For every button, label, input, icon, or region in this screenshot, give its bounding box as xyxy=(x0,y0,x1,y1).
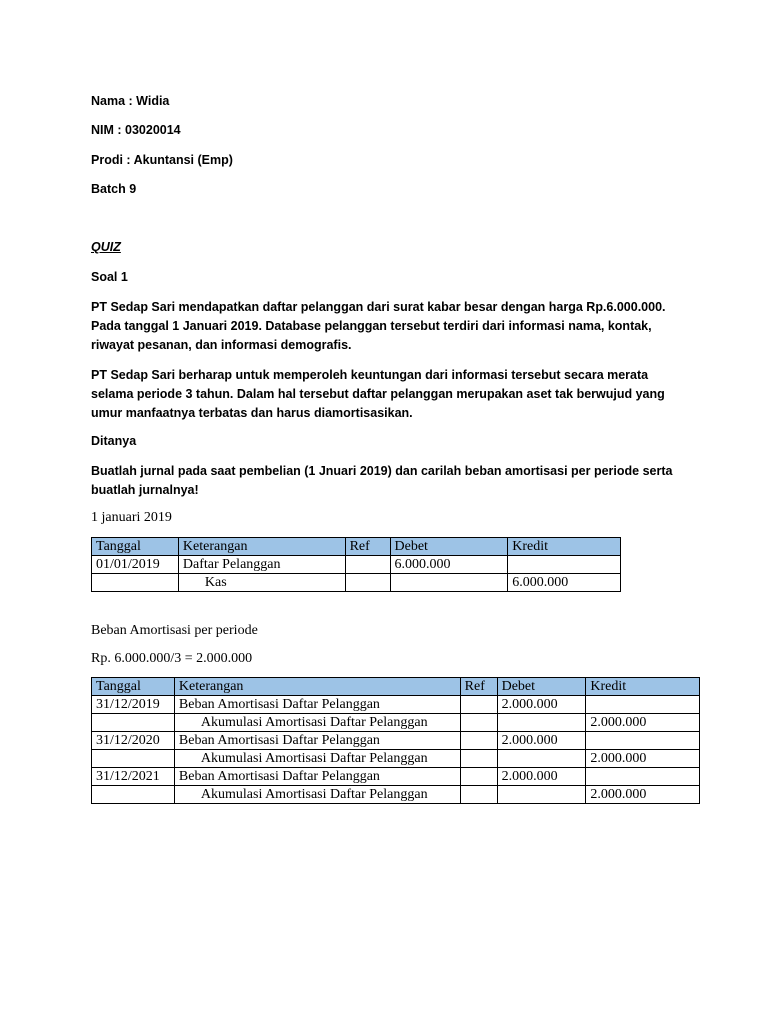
table-header-row xyxy=(92,678,700,696)
cell-ref xyxy=(345,574,390,592)
cell-credit xyxy=(586,768,700,786)
table-row xyxy=(92,574,621,592)
cell-description: Beban Amortisasi Daftar Pelanggan xyxy=(174,732,460,750)
header-kredit: Kredit xyxy=(586,678,700,696)
student-name: Nama : Widia xyxy=(91,94,170,108)
cell-credit: 6.000.000 xyxy=(508,574,621,592)
quiz-title: QUIZ xyxy=(91,240,121,254)
table-row xyxy=(92,768,700,786)
cell-date: 31/12/2021 xyxy=(92,768,175,786)
table-row xyxy=(92,786,700,804)
header-ref: Ref xyxy=(460,678,497,696)
amortization-caption: Beban Amortisasi per periode xyxy=(91,623,258,638)
cell-credit: 2.000.000 xyxy=(586,714,700,732)
table-row xyxy=(92,696,700,714)
question-paragraph-2: PT Sedap Sari berharap untuk memperoleh keuntungan dari informasi tersebut secara merata selama periode 3 tahun. Dalam hal tersebut daftar pelanggan merupakan aset tak berwujud yang umur manfaatnya terbatas dan harus diamortisasikan. xyxy=(91,368,665,420)
cell-ref xyxy=(460,696,497,714)
cell-debit: 2.000.000 xyxy=(497,768,586,786)
cell-date xyxy=(92,786,175,804)
cell-credit: 2.000.000 xyxy=(586,786,700,804)
amortization-formula: Rp. 6.000.000/3 = 2.000.000 xyxy=(91,651,253,666)
journal1-caption: 1 januari 2019 xyxy=(91,510,172,525)
header-ref: Ref xyxy=(345,538,390,556)
cell-credit: 2.000.000 xyxy=(586,750,700,768)
cell-debit: 2.000.000 xyxy=(497,732,586,750)
journal-table-purchase xyxy=(91,537,621,592)
cell-ref xyxy=(345,556,390,574)
header-keterangan: Keterangan xyxy=(174,678,460,696)
header-debet: Debet xyxy=(390,538,508,556)
table-row xyxy=(92,714,700,732)
cell-date xyxy=(92,750,175,768)
cell-date: 31/12/2020 xyxy=(92,732,175,750)
header-debet: Debet xyxy=(497,678,586,696)
cell-description: Akumulasi Amortisasi Daftar Pelanggan xyxy=(174,750,460,768)
cell-debit xyxy=(390,574,508,592)
cell-description: Kas xyxy=(178,574,345,592)
cell-ref xyxy=(460,714,497,732)
table-header-row xyxy=(92,538,621,556)
cell-ref xyxy=(460,750,497,768)
table-row xyxy=(92,556,621,574)
header-kredit: Kredit xyxy=(508,538,621,556)
cell-description: Beban Amortisasi Daftar Pelanggan xyxy=(174,768,460,786)
question-prompt: Buatlah jurnal pada saat pembelian (1 Jnuari 2019) dan carilah beban amortisasi per periode serta buatlah jurnalnya! xyxy=(91,464,673,497)
cell-debit: 6.000.000 xyxy=(390,556,508,574)
cell-debit xyxy=(497,750,586,768)
cell-debit: 2.000.000 xyxy=(497,696,586,714)
cell-date xyxy=(92,574,179,592)
cell-description: Akumulasi Amortisasi Daftar Pelanggan xyxy=(174,714,460,732)
cell-credit xyxy=(586,696,700,714)
cell-debit xyxy=(497,786,586,804)
table-row xyxy=(92,732,700,750)
header-tanggal: Tanggal xyxy=(92,538,179,556)
cell-date xyxy=(92,714,175,732)
question-paragraph-1: PT Sedap Sari mendapatkan daftar pelanggan dari surat kabar besar dengan harga Rp.6.000.000. Pada tanggal 1 Januari 2019. Database pelanggan tersebut terdiri dari informasi nama, kontak, riwayat pesanan, dan informasi demografis. xyxy=(91,300,666,352)
header-keterangan: Keterangan xyxy=(178,538,345,556)
header-tanggal: Tanggal xyxy=(92,678,175,696)
cell-ref xyxy=(460,768,497,786)
cell-credit xyxy=(586,732,700,750)
cell-date: 31/12/2019 xyxy=(92,696,175,714)
cell-date: 01/01/2019 xyxy=(92,556,179,574)
cell-description: Daftar Pelanggan xyxy=(178,556,345,574)
cell-debit xyxy=(497,714,586,732)
student-nim: NIM : 03020014 xyxy=(91,123,181,137)
cell-description: Beban Amortisasi Daftar Pelanggan xyxy=(174,696,460,714)
cell-ref xyxy=(460,732,497,750)
ditanya-label: Ditanya xyxy=(91,434,137,448)
student-prodi: Prodi : Akuntansi (Emp) xyxy=(91,153,233,167)
cell-description: Akumulasi Amortisasi Daftar Pelanggan xyxy=(174,786,460,804)
cell-ref xyxy=(460,786,497,804)
student-batch: Batch 9 xyxy=(91,182,137,196)
cell-credit xyxy=(508,556,621,574)
journal-table-amortization xyxy=(91,677,700,804)
table-row xyxy=(92,750,700,768)
question-number: Soal 1 xyxy=(91,270,128,284)
